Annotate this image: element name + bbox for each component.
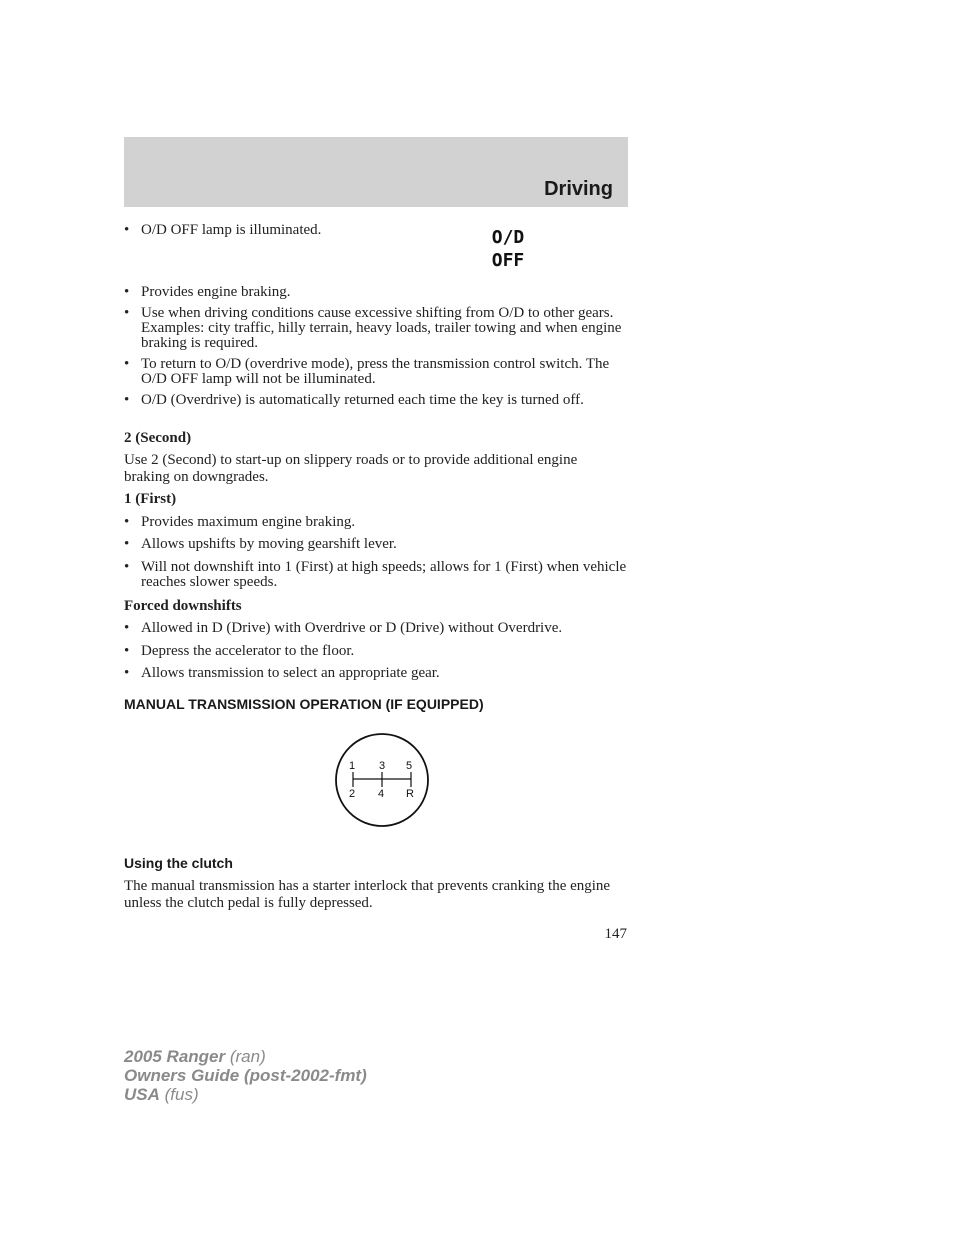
gear-label-4: 4 (377, 788, 385, 800)
forced-downshifts-heading: Forced downshifts (124, 598, 242, 614)
manual-transmission-heading: MANUAL TRANSMISSION OPERATION (IF EQUIPPED) (124, 696, 484, 712)
second-gear-heading: 2 (Second) (124, 430, 192, 446)
page-number: 147 (604, 926, 627, 942)
document-footer: 2005 Ranger (ran) Owners Guide (post-2002-fmt) USA (fus) (124, 1047, 367, 1104)
gear-label-2: 2 (348, 788, 356, 800)
clutch-heading: Using the clutch (124, 855, 233, 871)
gear-label-5: 5 (405, 760, 413, 772)
gear-label-3: 3 (378, 760, 386, 772)
gear-label-1: 1 (348, 760, 356, 772)
clutch-text: The manual transmission has a starter interlock that prevents cranking the engine unless the clutch pedal is fully depressed. (124, 878, 611, 911)
first-gear-heading: 1 (First) (124, 491, 177, 507)
section-header-band (124, 137, 628, 207)
od-off-indicator-icon: O/D OFF (491, 227, 525, 271)
gear-label-r: R (406, 788, 414, 800)
shift-pattern-icon (332, 731, 432, 829)
second-gear-text: Use 2 (Second) to start-up on slippery roads or to provide additional engine braking on downgrades. (124, 452, 578, 485)
bullet-text: O/D OFF lamp is illuminated. (141, 222, 322, 238)
section-title: Driving (544, 178, 613, 200)
